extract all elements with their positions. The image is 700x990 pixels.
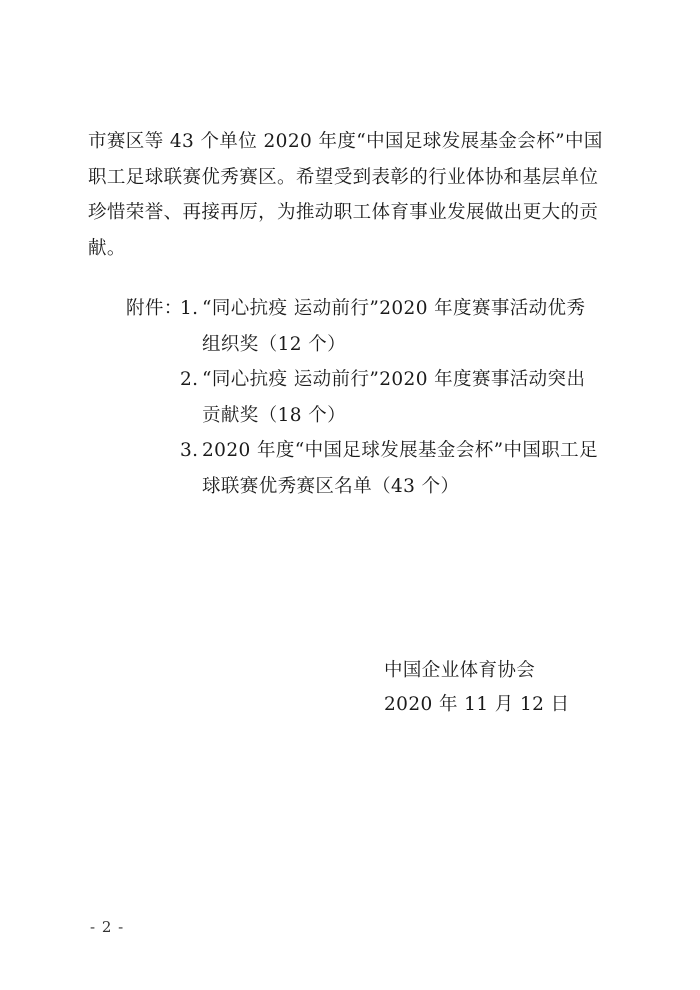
body-line: 市赛区等 43 个单位 2020 年度“中国足球发展基金会杯”中国 xyxy=(88,131,603,152)
attachment-title: 2020 年度“中国足球发展基金会杯”中国职工足 xyxy=(202,440,598,461)
body-line: 珍惜荣誉、再接再厉，为推动职工体育事业发展做出更大的贡 xyxy=(88,202,599,223)
attachment-number: 2. xyxy=(180,369,199,390)
attachment-title-continued: 球联赛优秀赛区名单（43 个） xyxy=(202,475,460,497)
attachment-title: “同心抗疫 运动前行”2020 年度赛事活动突出 xyxy=(202,369,586,390)
body-line: 职工足球联赛优秀赛区。希望受到表彰的行业体协和基层单位 xyxy=(88,166,599,188)
attachment-title-continued: 贡献奖（18 个） xyxy=(202,404,347,426)
attachment-item xyxy=(126,291,626,327)
issuing-organization: 中国企业体育协会 xyxy=(384,660,536,681)
attachment-item xyxy=(126,362,626,398)
attachment-list xyxy=(126,291,626,504)
attachment-number: 3. xyxy=(180,440,199,461)
page-number: - 2 - xyxy=(90,918,125,936)
body-paragraph xyxy=(88,124,618,266)
attachment-item xyxy=(126,433,626,469)
issue-date: 2020 年 11 月 12 日 xyxy=(384,694,570,715)
attachment-title: “同心抗疫 运动前行”2020 年度赛事活动优秀 xyxy=(202,298,586,319)
signature-block xyxy=(384,654,569,722)
body-line: 献。 xyxy=(88,237,126,259)
attachment-title-continued: 组织奖（12 个） xyxy=(202,333,347,355)
attachment-number: 1. xyxy=(180,298,199,319)
attachment-prefix: 附件： xyxy=(126,298,183,319)
